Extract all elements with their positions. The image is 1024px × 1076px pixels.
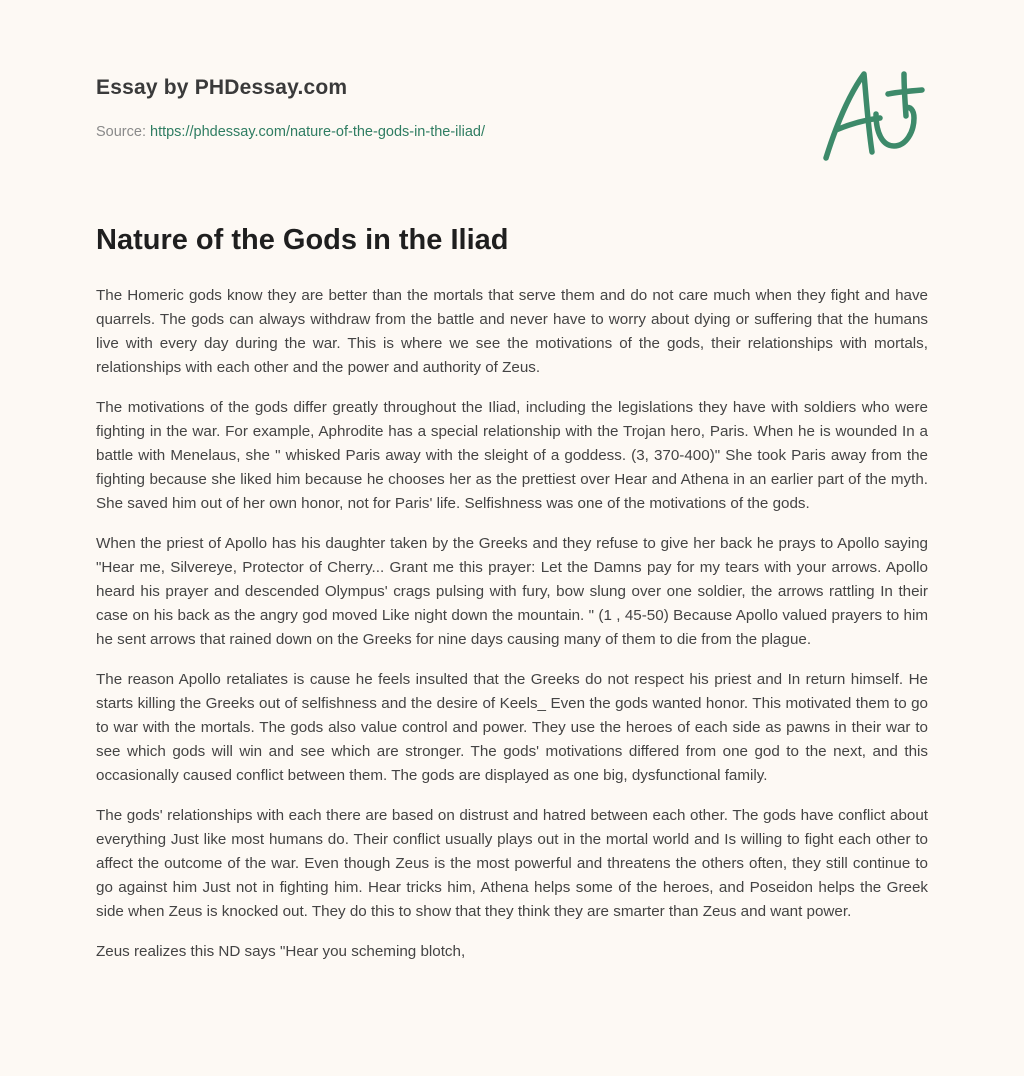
essay-paragraph: When the priest of Apollo has his daughter taken by the Greeks and they refuse to give her back he prays to Apollo saying "Hear me, Silvereye, Protector of Cherry... Grant me this prayer: Let the Damns pay for my tears with your arrows. Apollo heard his prayer and descended Olympus' crags pulsing with fury, bow slung over one soldier, the arrows rattling In their case on his back as the angry god moved Like night down the mountain. " (1 , 45-50) Because Apollo valued prayers to him he sent arrows that rained down on the Greeks for nine days causing many of them to die from the plague. <box>96 535 928 648</box>
source-line <box>96 124 485 140</box>
source-label: Source: <box>96 124 150 140</box>
a-plus-grade-icon <box>818 66 928 166</box>
essay-paragraph: The motivations of the gods differ greatly throughout the Iliad, including the legislations they have with soldiers who were fighting in the war. For example, Aphrodite has a special relationship with the Trojan hero, Paris. When he is wounded In a battle with Menelaus, she " whisked Paris away with the sleight of a goddess. (3, 370-400)" She took Paris away from the fighting because she liked him because he chooses her as the prettiest over Hear and Athena in an earlier part of the myth. She saved him out of her own honor, not for Paris' life. Selfishness was one of the motivations of the gods. <box>96 399 928 512</box>
essay-paragraph: Zeus realizes this ND says "Hear you scheming blotch, <box>96 943 466 960</box>
essay-title: Nature of the Gods in the Iliad <box>96 224 509 256</box>
essay-body <box>96 284 928 980</box>
source-link[interactable]: https://phdessay.com/nature-of-the-gods-in-the-iliad/ <box>150 124 486 140</box>
essay-paragraph: The reason Apollo retaliates is cause he feels insulted that the Greeks do not respect his priest and In return himself. He starts killing the Greeks out of selfishness and the desire of Keels_ Even the gods wanted honor. This motivated them to go to war with the mortals. The gods also value control and power. They use the heroes of each side as pawns in their war to see which gods will win and see which are stronger. The gods' motivations differed from one god to the next, and this occasionally caused conflict between them. The gods are displayed as one big, dysfunctional family. <box>96 671 928 784</box>
essay-paragraph: The Homeric gods know they are better than the mortals that serve them and do not care much when they fight and have quarrels. The gods can always withdraw from the battle and never have to worry about dying or suffering that the humans live with every day during the war. This is where we see the motivations of the gods, their relationships with mortals, relationships with each other and the power and authority of Zeus. <box>96 287 928 376</box>
essay-paragraph: The gods' relationships with each there are based on distrust and hatred between each other. The gods have conflict about everything Just like most humans do. Their conflict usually plays out in the mortal world and Is willing to fight each other to affect the outcome of the war. Even though Zeus is the most powerful and threatens the others often, they still continue to go against him Just not in fighting him. Hear tricks him, Athena helps some of the heroes, and Poseidon helps the Greek side when Zeus is knocked out. They do this to show that they think they are smarter than Zeus and want power. <box>96 807 928 920</box>
site-brand: Essay by PHDessay.com <box>96 76 348 99</box>
